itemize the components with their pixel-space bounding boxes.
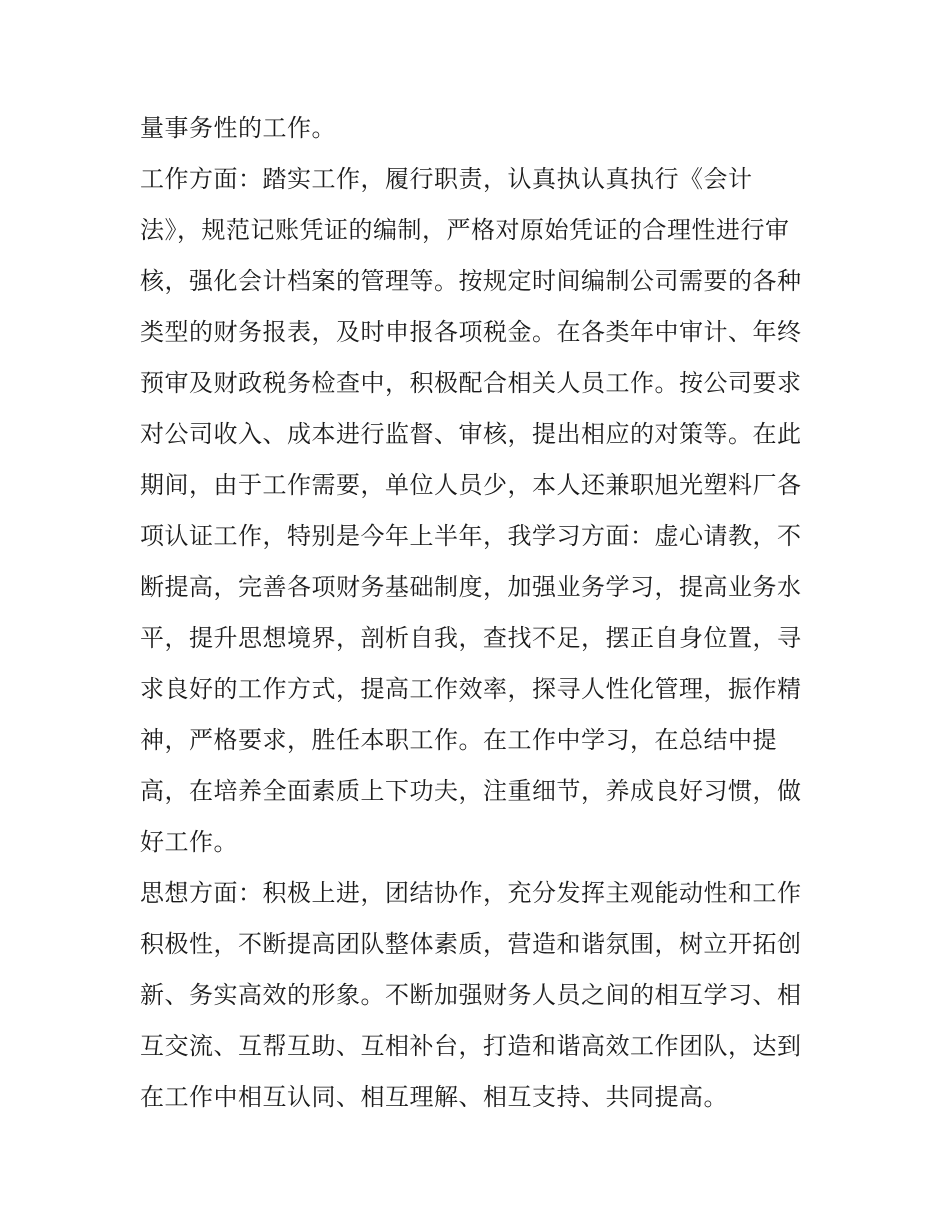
text-line: 积极性，不断提高团队整体素质，营造和谐氛围，树立开拓创 xyxy=(140,930,802,958)
text-line: 互交流、互帮互助、互相补台，打造和谐高效工作团队，达到 xyxy=(140,1032,802,1060)
text-line: 期间，由于工作需要，单位人员少，本人还兼职旭光塑料厂各 xyxy=(140,471,802,499)
text-line: 断提高，完善各项财务基础制度，加强业务学习，提高业务水 xyxy=(140,573,802,601)
text-line: 求良好的工作方式，提高工作效率，探寻人性化管理，振作精 xyxy=(140,675,802,703)
text-line: 工作方面：踏实工作，履行职责，认真执认真执行《会计 xyxy=(140,165,753,193)
text-line: 对公司收入、成本进行监督、审核，提出相应的对策等。在此 xyxy=(140,420,802,448)
text-line: 法》，规范记账凭证的编制，严格对原始凭证的合理性进行审 xyxy=(140,216,790,244)
text-line: 平，提升思想境界，剖析自我，查找不足，摆正自身位置，寻 xyxy=(140,624,802,652)
text-line: 项认证工作，特别是今年上半年，我学习方面：虚心请教，不 xyxy=(140,522,802,550)
text-line: 新、务实高效的形象。不断加强财务人员之间的相互学习、相 xyxy=(140,981,802,1009)
text-line: 思想方面：积极上进，团结协作，充分发挥主观能动性和工作 xyxy=(140,879,802,907)
text-line: 在工作中相互认同、相互理解、相互支持、共同提高。 xyxy=(140,1083,728,1111)
text-line: 量事务性的工作。 xyxy=(140,114,336,142)
text-line: 类型的财务报表，及时申报各项税金。在各类年中审计、年终 xyxy=(140,318,802,346)
text-line: 核，强化会计档案的管理等。按规定时间编制公司需要的各种 xyxy=(140,267,802,295)
text-line: 高，在培养全面素质上下功夫，注重细节，养成良好习惯，做 xyxy=(140,777,802,805)
text-line: 好工作。 xyxy=(140,828,238,856)
text-line: 预审及财政税务检查中，积极配合相关人员工作。按公司要求 xyxy=(140,369,802,397)
text-line: 神，严格要求，胜任本职工作。在工作中学习，在总结中提 xyxy=(140,726,777,754)
